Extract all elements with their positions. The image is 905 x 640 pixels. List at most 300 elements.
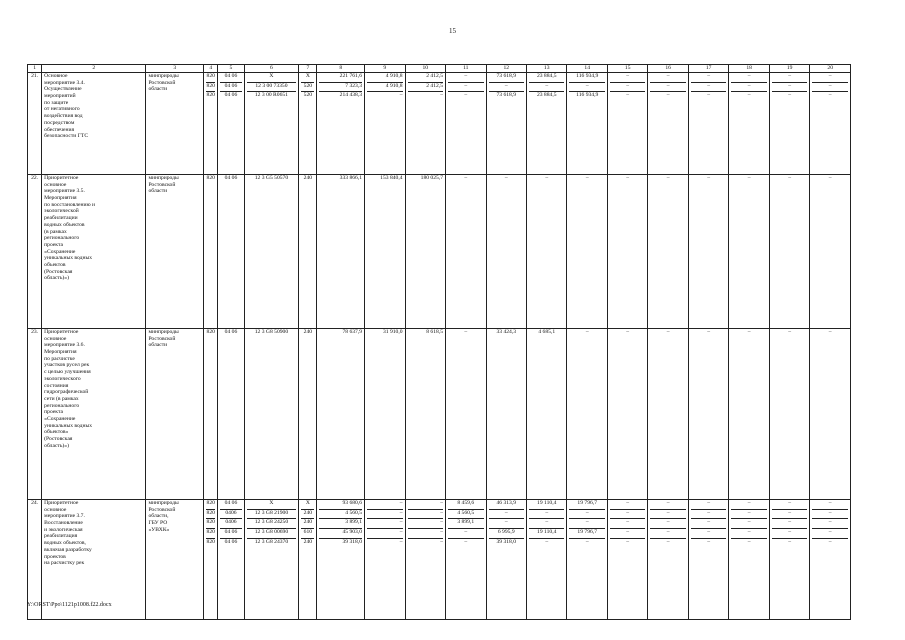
measure-name-line: проекта (44, 241, 63, 248)
sub-value: 12 3 G8 24370 (247, 538, 297, 548)
sub-value: – (569, 509, 604, 519)
value-cell (405, 500, 445, 620)
sub-value: 4 560,5 (448, 509, 483, 519)
sub-value: 19 796,7 (577, 500, 597, 506)
value-cell (486, 73, 526, 175)
executor-line: минприроды (148, 73, 179, 79)
value-cell (244, 73, 299, 175)
sub-value: 4 560,5 (319, 509, 362, 519)
sub-value: 46 313,9 (496, 500, 517, 506)
value-cell (648, 329, 688, 500)
sub-value: – (788, 329, 792, 335)
sub-value: – (812, 538, 848, 548)
sub-value: 214 438,3 (319, 91, 362, 101)
value-cell (299, 73, 317, 175)
measure-name-line: реабилитации (44, 215, 78, 222)
sub-value: – (529, 509, 564, 519)
sub-value: – (707, 175, 711, 181)
measure-name-line: уникальных водных (44, 255, 93, 262)
sub-value: 153 840,4 (380, 175, 403, 181)
column-header: 10 (405, 65, 445, 73)
column-header: 16 (648, 65, 688, 73)
sub-value: 04 06 (220, 538, 241, 548)
sub-value: – (529, 518, 564, 528)
sub-value: 12 3 00 R0651 (247, 91, 297, 101)
sub-value: – (772, 538, 807, 548)
sub-value: 04 06 (224, 175, 238, 181)
sub-value: 78 637,9 (342, 329, 363, 335)
sub-value: – (610, 528, 645, 538)
sub-value: – (772, 91, 807, 101)
measure-name-line: регионального (44, 402, 80, 409)
executor (146, 73, 204, 175)
sub-value: – (367, 509, 402, 519)
sub-value: 39 318,0 (489, 538, 524, 548)
sub-value: – (626, 175, 630, 181)
sub-value: – (529, 82, 564, 92)
sub-value: 240 (301, 518, 314, 528)
sub-value: – (569, 518, 604, 528)
table-row (28, 500, 851, 620)
sub-value: 4 685,1 (538, 329, 556, 335)
value-cell (244, 175, 299, 329)
value-cell (317, 500, 365, 620)
sub-value: – (788, 500, 792, 506)
measure-name-line: состояния (44, 382, 69, 389)
value-cell (688, 73, 728, 175)
sub-value: 820 (206, 329, 215, 335)
value-cell (405, 175, 445, 329)
measure-name-line: водных объектов (44, 221, 85, 228)
value-cell (607, 73, 647, 175)
value-cell (769, 500, 809, 620)
measure-name-line: проекта (44, 409, 63, 416)
measure-name-line: «Сохранение (44, 248, 76, 255)
header-row (28, 65, 851, 73)
sub-value: 333 866,1 (339, 175, 363, 181)
sub-value: 33 424,3 (496, 329, 517, 335)
measure-name-line: Восстановление (44, 520, 83, 527)
value-cell (810, 500, 851, 620)
value-cell (769, 329, 809, 500)
sub-value: 240 (301, 538, 314, 548)
value-cell (317, 175, 365, 329)
sub-value: – (691, 82, 726, 92)
sub-value: – (772, 518, 807, 528)
column-header: 14 (567, 65, 607, 73)
measure-name-line: экологической (44, 208, 79, 215)
sub-value: 45 903,0 (319, 528, 362, 538)
sub-value: – (828, 73, 832, 79)
page-number: 15 (449, 27, 456, 35)
footer-path: Y:\ORST\Ppo\1121p1008.f22.docx (27, 602, 112, 608)
column-header: 8 (317, 65, 365, 73)
measure-name-line: включая разработку (44, 546, 92, 553)
sub-value: 2 412,5 (426, 73, 444, 79)
sub-value: 221 761,6 (339, 73, 363, 79)
sub-value: 31 910,0 (382, 329, 403, 335)
value-cell (365, 329, 405, 500)
sub-value: 820 (206, 82, 215, 92)
sub-value: 820 (206, 518, 215, 528)
measure-name-line: мероприятие 3.7. (44, 513, 85, 520)
sub-value: 820 (206, 73, 215, 79)
sub-value: 73 618,9 (489, 91, 524, 101)
sub-value: – (585, 175, 589, 181)
measure-name-line: с целью улучшения (44, 369, 91, 376)
measure-name-line: мероприятий (44, 93, 76, 100)
sub-value: 240 (301, 509, 314, 519)
sub-value: 04 06 (224, 329, 238, 335)
sub-value: – (569, 82, 604, 92)
sub-value: X (269, 500, 274, 506)
sub-value: 12 3 G5 50570 (254, 175, 289, 181)
measure-name-line: по защите (44, 99, 69, 106)
sub-value: 12 3 00 73350 (247, 82, 297, 92)
column-header: 20 (810, 65, 851, 73)
sub-value: – (812, 528, 848, 538)
executor (146, 175, 204, 329)
value-cell (567, 329, 607, 500)
executor-line: области, (148, 513, 169, 520)
executor-line: области (148, 188, 168, 195)
column-header: 13 (526, 65, 566, 73)
sub-value: – (464, 73, 468, 79)
sub-value: – (691, 538, 726, 548)
measure-name-line: реабилитация (44, 533, 78, 540)
value-cell (218, 329, 244, 500)
sub-value: – (448, 528, 483, 538)
column-header: 12 (486, 65, 526, 73)
sub-value: 39 318,0 (319, 538, 362, 548)
sub-value: – (650, 509, 685, 519)
measure-name-line: Мероприятия (44, 195, 77, 202)
sub-value: – (448, 82, 483, 92)
sub-value: – (666, 73, 670, 79)
sub-value: – (610, 509, 645, 519)
value-cell (769, 175, 809, 329)
sub-value: 12 3 G8 00690 (247, 528, 297, 538)
column-header: 5 (218, 65, 244, 73)
value-cell (810, 329, 851, 500)
value-cell (769, 73, 809, 175)
executor-line: Ростовской (148, 181, 176, 188)
measure-name-line: основное (44, 335, 67, 342)
sub-value: 23 884,5 (536, 73, 557, 79)
sub-value: – (489, 518, 524, 528)
sub-value: – (812, 82, 848, 92)
sub-value: 4 910,8 (367, 82, 402, 92)
measure-name-line: Приоритетное (44, 175, 79, 181)
column-header: 17 (688, 65, 728, 73)
row-number: 22. (28, 175, 42, 329)
sub-value: – (650, 82, 685, 92)
value-cell (729, 329, 769, 500)
measure-name-line: Приоритетное (44, 500, 79, 506)
sub-value: – (626, 329, 630, 335)
executor-line: «УВХК» (148, 526, 170, 533)
measure-name-line: экологического (44, 375, 81, 382)
value-cell (446, 329, 486, 500)
sub-value: 19 110,4 (537, 500, 557, 506)
sub-value: – (731, 538, 766, 548)
sub-value: 6 995,9 (489, 528, 524, 538)
column-header: 2 (42, 65, 146, 73)
executor-line: минприроды (148, 329, 179, 335)
value-cell (218, 175, 244, 329)
sub-value: – (464, 329, 468, 335)
value-cell (648, 500, 688, 620)
sub-value: 12 3 G8 24250 (247, 518, 297, 528)
sub-value: – (408, 509, 443, 519)
value-cell (607, 500, 647, 620)
sub-value: – (448, 91, 483, 101)
executor-line: Ростовской (148, 506, 176, 513)
executor-line: минприроды (148, 500, 179, 506)
sub-value: – (707, 329, 711, 335)
sub-value: 04 06 (220, 82, 241, 92)
column-header: 15 (607, 65, 647, 73)
sub-value: – (585, 329, 589, 335)
sub-value: X (305, 73, 310, 79)
measure-name-line: воздействия вод (44, 113, 83, 120)
sub-value: – (610, 91, 645, 101)
measure-name-line: основное (44, 181, 67, 188)
measure-name-line: объектов (44, 261, 66, 268)
sub-value: – (650, 528, 685, 538)
sub-value: 2 412,5 (408, 82, 443, 92)
sub-value: – (666, 500, 670, 506)
measure-name-line: (Ростовская (44, 436, 73, 442)
sub-value: X (269, 73, 274, 79)
value-cell (317, 73, 365, 175)
sub-value: 19 110,4 (529, 528, 564, 538)
sub-value: – (828, 329, 832, 335)
value-cell (607, 329, 647, 500)
value-cell (365, 73, 405, 175)
sub-value: – (666, 329, 670, 335)
column-header: 4 (204, 65, 218, 73)
sub-value: 610 (301, 528, 314, 538)
sub-value: – (731, 518, 766, 528)
column-header: 6 (244, 65, 299, 73)
sub-value: – (650, 538, 685, 548)
value-cell (244, 329, 299, 500)
row-number: 21. (28, 73, 42, 175)
measure-name-line: обеспечения (44, 126, 75, 133)
sub-value: – (367, 518, 402, 528)
value-cell (218, 73, 244, 175)
sub-value: 240 (303, 175, 313, 181)
sub-value: 0406 (220, 509, 241, 519)
measure-name-line: сети (в рамках (44, 395, 79, 402)
measure-name-line: уникальных водных (44, 422, 93, 429)
sub-value: 820 (206, 91, 215, 101)
sub-value: – (448, 538, 483, 548)
value-cell (446, 73, 486, 175)
measure-name-line: и экологическая (44, 526, 83, 533)
sub-value: 04 06 (220, 91, 241, 101)
sub-value: – (626, 73, 630, 79)
value-cell (567, 73, 607, 175)
column-header: 9 (365, 65, 405, 73)
sub-value: – (650, 91, 685, 101)
value-cell (299, 329, 317, 500)
sub-value: – (731, 528, 766, 538)
sub-value: – (691, 91, 726, 101)
sub-value: – (610, 518, 645, 528)
value-cell (810, 175, 851, 329)
sub-value: – (707, 500, 711, 506)
sub-value: – (691, 518, 726, 528)
sub-value: – (408, 91, 443, 101)
sub-value: – (529, 538, 564, 548)
measure-name-line: объектов» (44, 429, 69, 436)
sub-value: – (691, 528, 726, 538)
measure-name-line: посредством (44, 119, 75, 126)
value-cell (607, 175, 647, 329)
value-cell (810, 73, 851, 175)
measure-name-line: участков русел рек (44, 362, 90, 369)
sub-value: – (489, 82, 524, 92)
sub-value: 520 (301, 91, 314, 101)
sub-value: – (626, 500, 630, 506)
sub-value: 820 (206, 538, 215, 548)
value-cell (648, 175, 688, 329)
sub-value: 23 884,5 (529, 91, 564, 101)
sub-value: – (367, 538, 402, 548)
executor-line: минприроды (148, 175, 179, 181)
measure-name-line: Основное (44, 73, 68, 79)
value-cell (486, 329, 526, 500)
measure-name-line: мероприятие 3.4. (44, 79, 85, 86)
measure-name-line: безопасности ГТС (44, 133, 89, 140)
value-cell (244, 500, 299, 620)
column-header: 18 (729, 65, 769, 73)
sub-value: 3 899,1 (319, 518, 362, 528)
measure-name-line: регионального (44, 235, 80, 242)
sub-value: 8 618,5 (426, 329, 444, 335)
sub-value: – (707, 73, 711, 79)
value-cell (204, 73, 218, 175)
measure-name-line: область)») (44, 275, 69, 282)
value-cell (405, 73, 445, 175)
column-header: 3 (146, 65, 204, 73)
value-cell (688, 329, 728, 500)
measure-name (42, 329, 146, 500)
sub-value: – (828, 175, 832, 181)
sub-value: 820 (206, 175, 215, 181)
table-row (28, 329, 851, 500)
value-cell (567, 175, 607, 329)
measure-name-line: область)») (44, 442, 69, 449)
sub-value: – (788, 73, 792, 79)
executor-line: области (148, 86, 168, 93)
sub-value: – (731, 82, 766, 92)
sub-value: 4 910,8 (385, 73, 403, 79)
value-cell (446, 500, 486, 620)
sub-value: – (610, 82, 645, 92)
row-number: 24. (28, 500, 42, 620)
sub-value: 180 025,7 (420, 175, 444, 181)
value-cell (204, 175, 218, 329)
budget-table (27, 64, 851, 620)
measure-name-line: водных объектов, (44, 540, 86, 547)
value-cell (567, 500, 607, 620)
sub-value: – (812, 518, 848, 528)
sub-value: – (440, 500, 444, 506)
measure-name-line: Мероприятия (44, 349, 77, 356)
sub-value: – (408, 518, 443, 528)
value-cell (688, 500, 728, 620)
value-cell (729, 73, 769, 175)
measure-name-line: (Ростовская (44, 268, 73, 275)
row-number: 23. (28, 329, 42, 500)
measure-name-line: по восстановлению и (44, 201, 96, 208)
table-row (28, 175, 851, 329)
measure-name (42, 73, 146, 175)
sub-value: 3 899,1 (448, 518, 483, 528)
sub-value: 116 934,9 (569, 91, 604, 101)
sub-value: 820 (206, 528, 215, 538)
sub-value: 8 459,6 (457, 500, 475, 506)
sub-value: – (772, 528, 807, 538)
sub-value: 19 796,7 (569, 528, 604, 538)
measure-name (42, 175, 146, 329)
value-cell (204, 500, 218, 620)
value-cell (526, 73, 566, 175)
sub-value: – (731, 509, 766, 519)
sub-value: X (305, 500, 310, 506)
measure-name-line: проектов (44, 553, 66, 560)
sub-value: – (772, 82, 807, 92)
measure-name-line: на расчистку рек (44, 560, 85, 567)
sub-value: 12 3 G8 50900 (254, 329, 289, 335)
executor-line: Ростовской (148, 79, 176, 86)
sub-value: – (408, 538, 443, 548)
sub-value: – (399, 500, 403, 506)
value-cell (526, 500, 566, 620)
measure-name-line: (в рамках (44, 228, 67, 235)
sub-value: – (367, 528, 402, 538)
measure-name-line: мероприятие 3.5. (44, 188, 85, 195)
executor-line: Ростовской (148, 335, 176, 342)
measure-name-line: гидрографической (44, 389, 89, 396)
executor (146, 500, 204, 620)
sub-value: 04 06 (220, 528, 241, 538)
sub-value: – (731, 91, 766, 101)
sub-value: – (812, 509, 848, 519)
sub-value: – (569, 538, 604, 548)
column-header: 11 (446, 65, 486, 73)
measure-name-line: от негативного (44, 106, 80, 113)
value-cell (218, 500, 244, 620)
sub-value: – (812, 91, 848, 101)
sub-value: – (666, 175, 670, 181)
sub-value: – (747, 329, 751, 335)
measure-name-line: мероприятие 3.6. (44, 342, 85, 349)
sub-value: – (828, 500, 832, 506)
column-header: 19 (769, 65, 809, 73)
sub-value: 820 (206, 509, 215, 519)
column-header: 1 (28, 65, 42, 73)
sub-value: 0406 (220, 518, 241, 528)
sub-value: 240 (303, 329, 313, 335)
sub-value: – (747, 500, 751, 506)
value-cell (365, 175, 405, 329)
value-cell (405, 329, 445, 500)
value-cell (729, 175, 769, 329)
